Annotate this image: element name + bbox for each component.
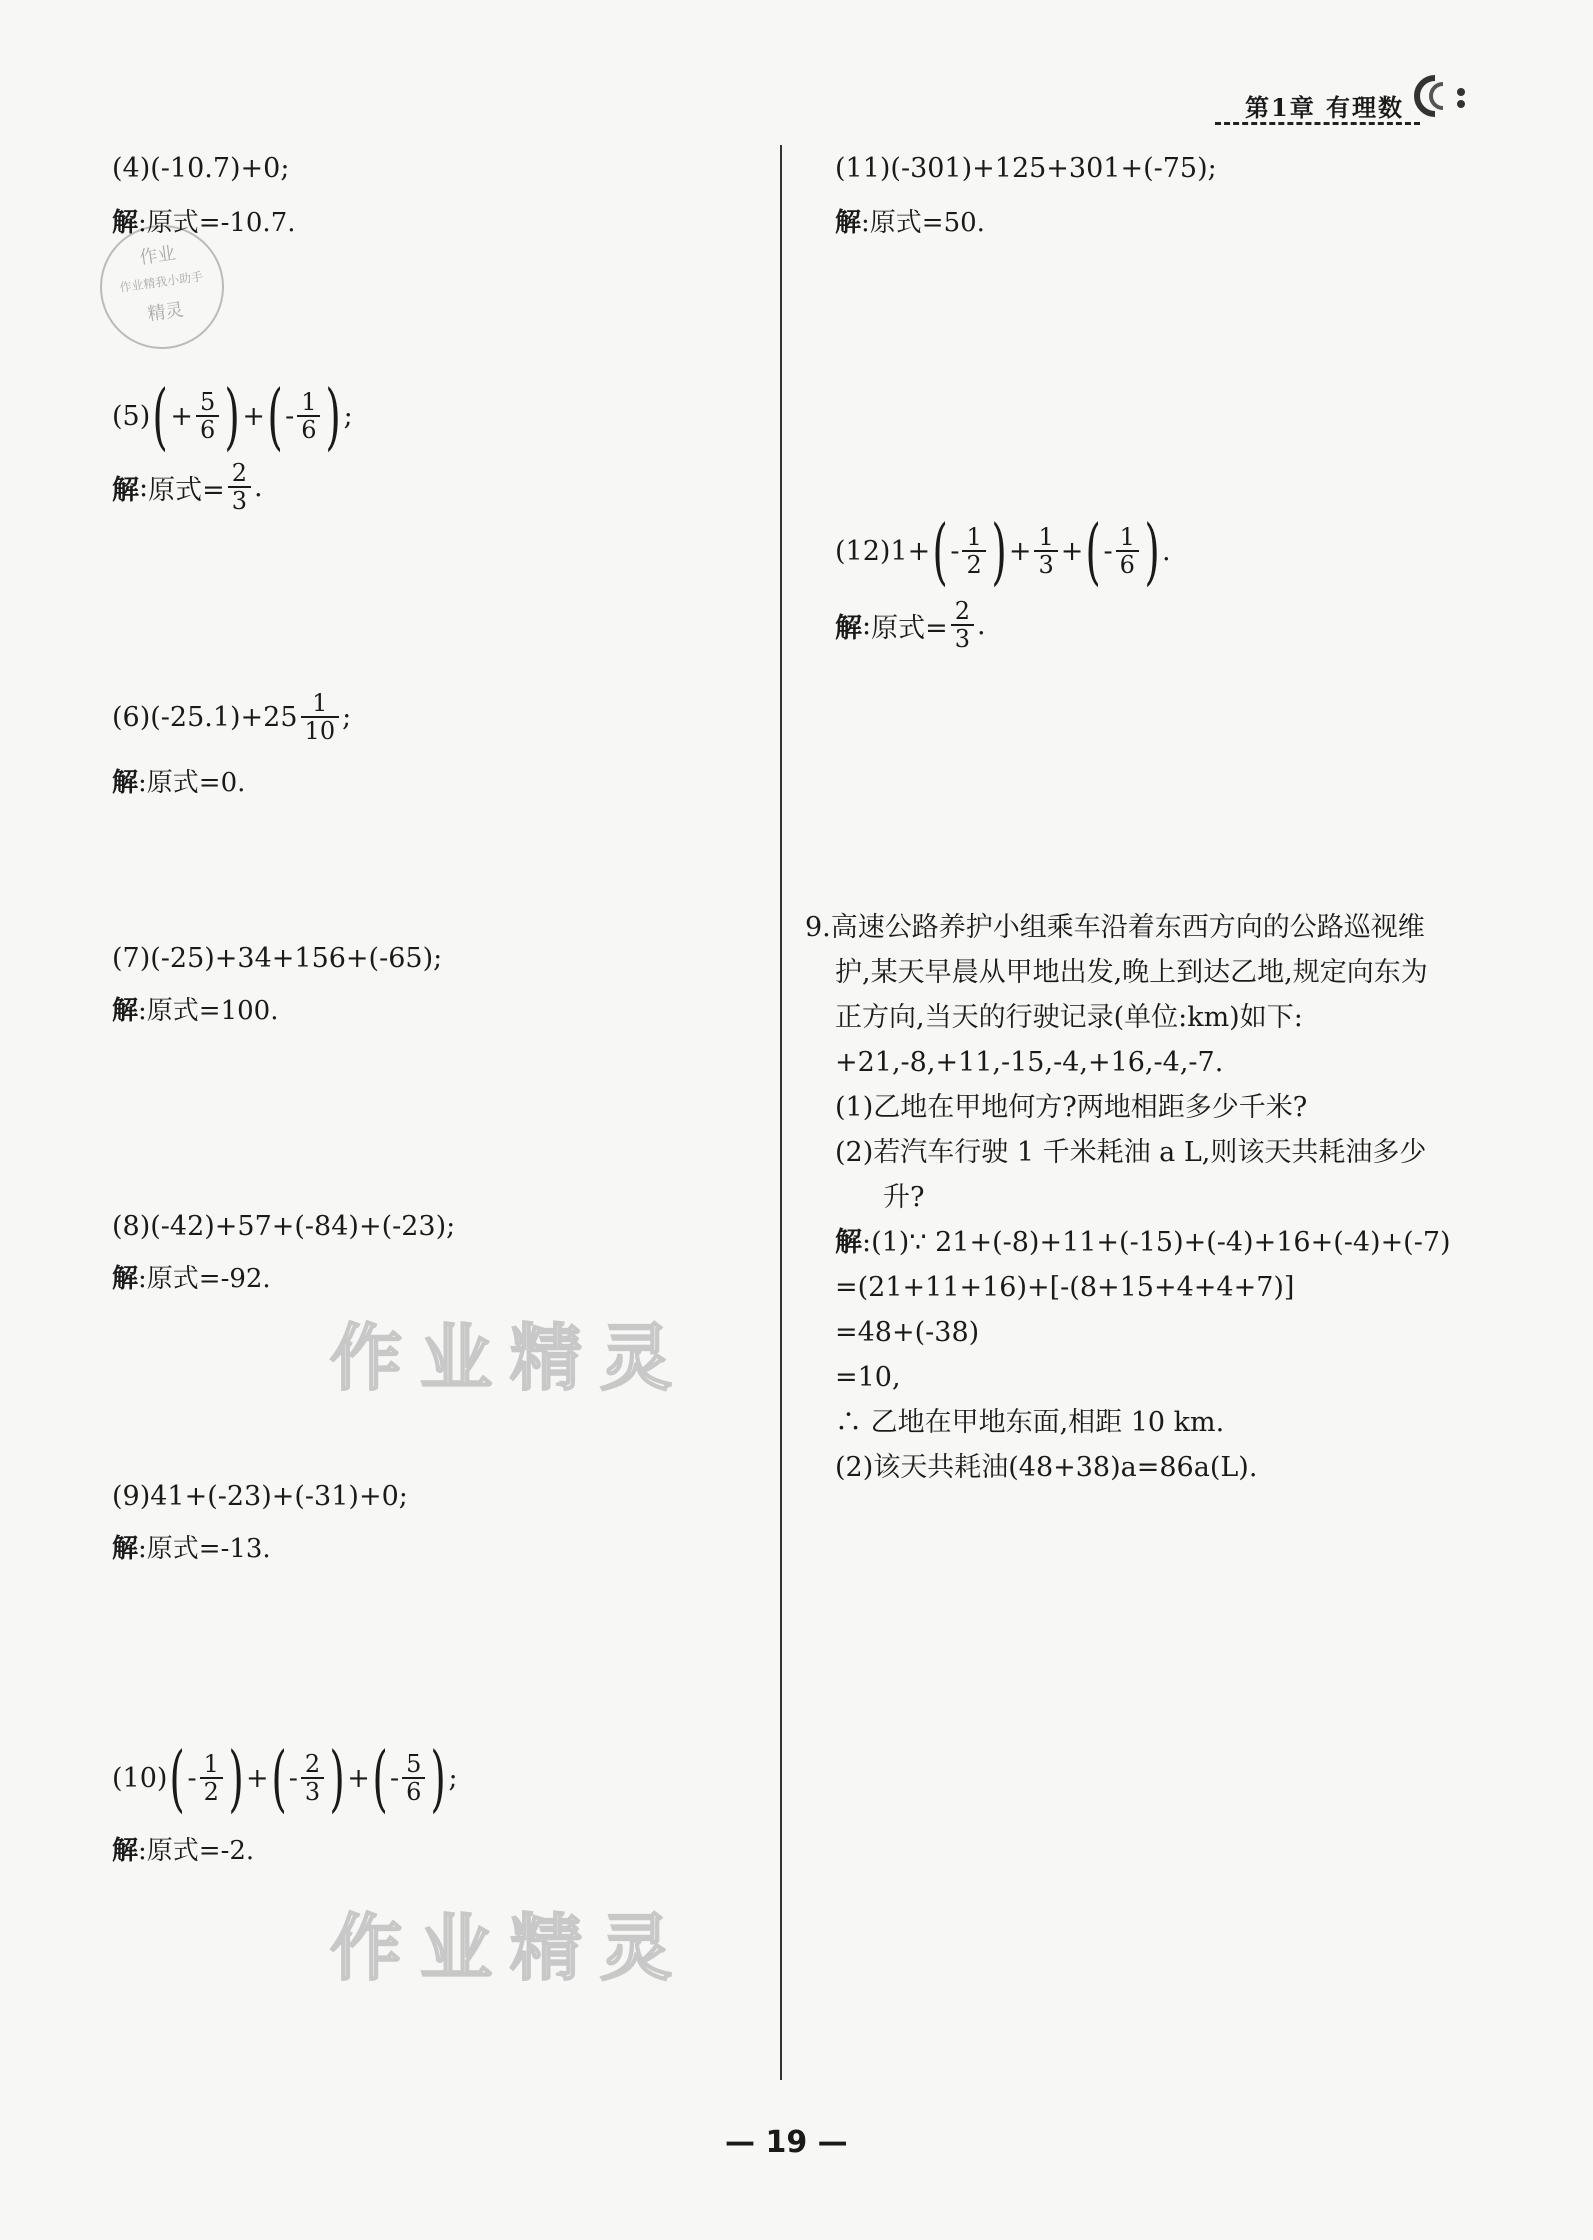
- jie-label: 解: [835, 208, 862, 238]
- right-paren: ): [228, 1736, 244, 1820]
- solution-text: 原式=100.: [146, 996, 279, 1026]
- problem-prefix: (10): [112, 1762, 168, 1794]
- stamp-line-1: 作业: [138, 242, 177, 269]
- solution-line: =(21+11+16)+[-(8+15+4+4+7)]: [835, 1272, 1295, 1303]
- watermark-text: 作业精灵: [330, 1906, 691, 1990]
- solution-text: 原式=-13.: [146, 1534, 271, 1564]
- stamp-line-2: 作业精我小助手: [118, 269, 204, 295]
- left-paren: (: [169, 1736, 186, 1820]
- numerator: 5: [406, 1749, 422, 1778]
- solution-text: 原式=-92.: [146, 1264, 271, 1294]
- problem-12: [835, 509, 1171, 593]
- plus-sign: +: [1060, 535, 1084, 567]
- header-dash-line: [1215, 122, 1420, 125]
- fraction: [951, 598, 974, 653]
- question-line: (2)若汽车行驶 1 千米耗油 a L,则该天共耗油多少: [835, 1137, 1427, 1168]
- plus-sign: +: [242, 400, 265, 432]
- minus-sign: -: [950, 535, 960, 567]
- solution-10: 解:原式=-2.: [112, 1836, 255, 1866]
- solution-suffix: .: [254, 471, 263, 503]
- minus-sign: -: [1103, 535, 1113, 567]
- solution-line: =48+(-38): [835, 1317, 980, 1348]
- jie-label: 解: [112, 996, 139, 1026]
- problem-suffix: ;: [343, 400, 353, 432]
- solution-6: 解:原式=0.: [112, 768, 246, 798]
- chapter-header: 第1章 有理数: [1245, 93, 1405, 122]
- problem-5: [112, 374, 353, 458]
- left-paren: (: [152, 374, 169, 458]
- solution-8: 解:原式=-92.: [112, 1264, 271, 1294]
- column-divider: [780, 145, 782, 2080]
- right-paren: ): [325, 374, 342, 458]
- fraction: [228, 460, 251, 515]
- jie-label: 解: [112, 1264, 139, 1294]
- left-paren: (: [932, 509, 949, 593]
- solution-7: 解:原式=100.: [112, 996, 279, 1026]
- solution-12: 解 : 原式= $\frac{2}{3}$ .: [835, 597, 986, 654]
- denominator: 3: [228, 486, 251, 514]
- right-paren: ): [1144, 509, 1160, 593]
- solution-line: (2)该天共耗油(48+38)a=86a(L).: [835, 1452, 1258, 1483]
- minus-sign: -: [288, 1762, 298, 1794]
- problem-8: (8)(-42)+57+(-84)+(-23);: [112, 1211, 456, 1242]
- numerator: 1: [301, 387, 317, 416]
- plus-sign: +: [1008, 535, 1032, 567]
- right-paren: ): [224, 374, 241, 458]
- question-line: (1)乙地在甲地何方?两地相距多少千米?: [835, 1092, 1308, 1123]
- fraction: [962, 524, 985, 579]
- denominator: 6: [196, 415, 219, 443]
- question-line: +21,-8,+11,-15,-4,+16,-4,-7.: [835, 1047, 1224, 1078]
- solution-9: 解:原式=-13.: [112, 1534, 271, 1564]
- problem-6: [112, 690, 351, 745]
- denominator: 6: [402, 1777, 425, 1805]
- solution-text: :(1)∵ 21+(-8)+11+(-15)+(-4)+16+(-4)+(-7): [862, 1227, 1451, 1258]
- fraction: [301, 1751, 324, 1806]
- solution-text: 原式=-10.7.: [146, 208, 296, 238]
- solution-text: 原式=0.: [146, 768, 246, 798]
- fraction-sign: +: [170, 400, 193, 432]
- problem-prefix: (6)(-25.1)+25: [112, 701, 298, 733]
- jie-label: 解: [112, 1534, 139, 1564]
- jie-label: 解: [112, 768, 139, 798]
- denominator: 6: [1116, 550, 1139, 578]
- fraction: [1034, 524, 1057, 579]
- problem-suffix: ;: [342, 701, 352, 733]
- denominator: 2: [200, 1777, 223, 1805]
- fraction: [1116, 524, 1139, 579]
- problem-9: (9)41+(-23)+(-31)+0;: [112, 1481, 408, 1512]
- solution-4: 解:原式=-10.7.: [112, 208, 296, 238]
- fraction: [297, 389, 320, 444]
- minus-sign: -: [389, 1762, 400, 1794]
- numerator: 2: [304, 1749, 321, 1778]
- book-logo-icon: [1405, 70, 1475, 120]
- denominator: 3: [1034, 550, 1057, 578]
- solution-text: 原式=50.: [869, 208, 985, 238]
- solution-line: [805, 1220, 1451, 1265]
- jie-label: 解: [835, 612, 862, 644]
- solution-5: 解 : 原式= $\frac{2}{3}$ .: [112, 459, 263, 516]
- numerator: 1: [312, 689, 328, 717]
- jie-label: 解: [835, 1227, 862, 1258]
- solution-text: 原式=-2.: [146, 1836, 255, 1866]
- denominator: 6: [297, 415, 320, 443]
- problem-suffix: .: [1161, 535, 1171, 567]
- solution-prefix: 原式=: [148, 474, 225, 506]
- question-line: 护,某天早晨从甲地出发,晚上到达乙地,规定向东为: [835, 957, 1428, 988]
- solution-prefix: 原式=: [871, 612, 948, 644]
- solution-line: ∴ 乙地在甲地东面,相距 10 km.: [835, 1407, 1225, 1438]
- plus-sign: +: [347, 1762, 370, 1794]
- plus-sign: +: [246, 1762, 269, 1794]
- fraction: [196, 389, 219, 444]
- numerator: 2: [954, 597, 971, 625]
- denominator: 10: [301, 716, 340, 744]
- jie-label: 解: [112, 474, 139, 506]
- problem-10: [112, 1736, 458, 1820]
- problem-4: (4)(-10.7)+0;: [112, 153, 290, 184]
- fraction: [402, 1751, 425, 1806]
- question-line: 9.高速公路养护小组乘车沿着东西方向的公路巡视维: [805, 912, 1425, 943]
- numerator: 1: [203, 1749, 219, 1778]
- solution-11: 解:原式=50.: [835, 208, 985, 238]
- problem-7: (7)(-25)+34+156+(-65);: [112, 943, 443, 974]
- stamp-line-3: 精灵: [146, 299, 185, 326]
- numerator: 2: [231, 459, 248, 487]
- denominator: 3: [301, 1777, 324, 1805]
- fraction-sign: -: [285, 400, 295, 432]
- denominator: 2: [962, 550, 985, 578]
- jie-label: 解: [112, 1836, 139, 1866]
- left-paren: (: [1085, 509, 1102, 593]
- right-paren: ): [329, 1736, 345, 1820]
- fraction: [200, 1751, 223, 1806]
- problem-prefix: (5): [112, 400, 151, 432]
- numerator: 1: [966, 522, 982, 551]
- problem-prefix: (12)1+: [835, 535, 931, 567]
- page-number: — 19 —: [725, 2125, 848, 2160]
- left-paren: (: [267, 374, 283, 458]
- question-line: 正方向,当天的行驶记录(单位:km)如下:: [835, 1002, 1303, 1033]
- right-paren: ): [991, 509, 1007, 593]
- question-line: 升?: [883, 1182, 925, 1213]
- minus-sign: -: [187, 1762, 197, 1794]
- denominator: 3: [951, 624, 974, 652]
- solution-line: =10,: [835, 1362, 901, 1393]
- numerator: 1: [1119, 522, 1135, 551]
- left-paren: (: [270, 1736, 287, 1820]
- question-9: [805, 905, 1451, 1490]
- fraction: [301, 690, 340, 745]
- right-paren: ): [430, 1736, 447, 1820]
- problem-11: (11)(-301)+125+301+(-75);: [835, 153, 1217, 184]
- solution-suffix: .: [977, 609, 986, 641]
- numerator: 1: [1038, 522, 1054, 551]
- numerator: 5: [199, 387, 216, 416]
- jie-label: 解: [112, 208, 139, 238]
- problem-suffix: ;: [448, 1762, 458, 1794]
- left-paren: (: [372, 1736, 388, 1820]
- watermark-text: 作业精灵: [330, 1316, 691, 1400]
